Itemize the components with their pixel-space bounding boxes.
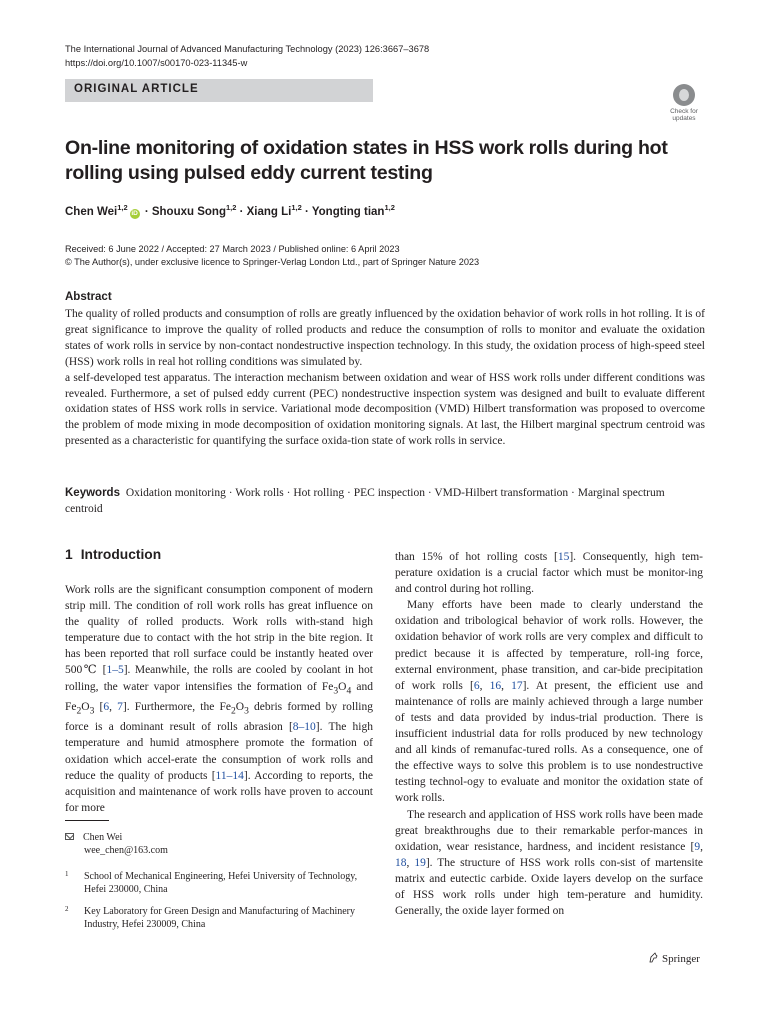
- journal-header: [65, 42, 429, 70]
- check-updates-line1: Check for: [670, 108, 698, 115]
- springer-horse-icon: [648, 952, 659, 963]
- author-list: Chen Wei$^{1,2}$iD · Shouxu Song$^{1,2}$ · Xiang Li$^{1,2}$ · Yongting tian$^{1,2}$: [65, 203, 395, 218]
- abstract-heading: Abstract: [65, 291, 112, 303]
- check-updates-icon: [673, 84, 695, 106]
- author-name[interactable]: Chen Wei: [65, 205, 118, 218]
- author-name[interactable]: Yongting tian: [311, 205, 385, 218]
- affiliation-2: [65, 905, 364, 931]
- publication-dates: [65, 243, 479, 268]
- publisher-logo: [648, 952, 700, 965]
- affiliation-1: [65, 870, 364, 896]
- keywords: [65, 485, 705, 517]
- author-affiliation: 1,2: [384, 203, 395, 212]
- footnote-divider: [65, 820, 109, 821]
- author-name[interactable]: Shouxu Song: [151, 205, 226, 218]
- corresponding-author: [65, 831, 168, 857]
- author-name[interactable]: Xiang Li: [246, 205, 292, 218]
- author-affiliation: 1,2: [225, 203, 237, 212]
- copyright-line: © The Author(s), under exclusive licence to Springer-Verlag London Ltd., part of Springer Nature 2023: [65, 256, 480, 267]
- citation-link[interactable]: 16: [489, 679, 502, 692]
- author-affiliation: 1,2: [117, 203, 128, 212]
- article-type-label: ORIGINAL ARTICLE: [74, 83, 199, 95]
- article-type-banner: [65, 79, 373, 102]
- abstract-body: [65, 307, 705, 450]
- citation-link[interactable]: 11–14: [215, 769, 244, 782]
- author-affiliation: 1,2: [291, 203, 302, 212]
- envelope-icon: [65, 833, 74, 840]
- journal-citation: The International Journal of Advanced Manufacturing Technology (2023) 126:3667–3678: [65, 44, 430, 54]
- citation-link[interactable]: 17: [511, 679, 523, 692]
- body-paragraph: The research and application of HSS work rolls have been made great breakthroughs due to their remarkable perfor-mances in oxidation, wear resistance, hardness, and incident resistance [9, 18, 19]. The structure of HSS work rolls con-sist of martensite matrix and eutectic carbide. Oxide layers develop on the surface of HSS work rolls under high tem-perature and humidity. Generally, the oxide layer formed on: [395, 808, 703, 918]
- right-column: [395, 549, 703, 919]
- affiliation-text: School of Mechanical Engineering, Hefei University of Technology, Hefei 230000, China: [84, 871, 358, 895]
- check-for-updates-badge[interactable]: [664, 84, 704, 126]
- doi-link[interactable]: https://doi.org/10.1007/s00170-023-11345-w: [65, 58, 248, 68]
- section-title: Introduction: [80, 547, 162, 562]
- published-online: / Published online: 6 April 2023: [270, 244, 400, 254]
- citation-link[interactable]: 6: [103, 700, 110, 713]
- left-column: [65, 582, 373, 816]
- affiliation-text: Key Laboratory for Green Design and Manufacturing of Machinery Industry, Hefei 230009, China: [84, 906, 356, 930]
- affiliation-number: 2: [65, 905, 69, 913]
- abstract-paragraph: The quality of rolled products and consumption of rolls are greatly influenced by the oxidation behavior of work rolls in hot rolling. It is of great significance to improve the quality of rolled products and reduce the consumption of rolls to monitor and evaluate the oxidation states of work rolls in service by non-contact nondestructive inspection technology. In this study, the oxidation process of high-speed steel (HSS) work rolls in real hot rolling conditions was simulated by.: [65, 308, 705, 368]
- keywords-list: Oxidation monitoring · Work rolls · Hot rolling · PEC inspection · VMD-Hilbert transformation · Marginal spectrum centroid: [65, 487, 665, 515]
- check-updates-line2: updates: [672, 115, 696, 122]
- citation-link[interactable]: 7: [117, 700, 123, 713]
- citation-link[interactable]: 19: [414, 856, 426, 869]
- abstract-paragraph: a self-developed test apparatus. The interaction mechanism between oxidation and wear of HSS work rolls under different conditions was revealed. Furthermore, a set of pulsed eddy current (PEC) nondestructive inspection system was designed and built to evaluate different oxidation states of HSS work rolls in service. Variational mode decomposition (VMD) Hilbert transformation was proposed to overcome the problem of mode mixing in mode decomposition of oxidation monitoring signals. At last, the Hilbert marginal spectrum centroid was presented as a characteristic for quantifying the surface oxida-tion state of work rolls in service.: [65, 371, 705, 448]
- contact-email[interactable]: wee_chen@163.com: [84, 845, 168, 856]
- paper-title: On-line monitoring of oxidation states in HSS work rolls during hot rolling using pulsed eddy current testing: [65, 137, 668, 184]
- citation-link[interactable]: 1–5: [106, 664, 124, 677]
- received-accepted: Received: 6 June 2022 / Accepted: 27 March 2023: [65, 244, 271, 254]
- citation-link[interactable]: 6: [473, 679, 480, 692]
- affiliation-number: 1: [65, 870, 69, 878]
- citation-link[interactable]: 9: [694, 840, 701, 853]
- contact-name: Chen Wei: [83, 832, 123, 843]
- body-paragraph: Many efforts have been made to clearly understand the oxidation and tribological behavior of work rolls. However, the oxidation behavior of work rolls are very complex and difficult to predict because it is affected by temperature, roll-ing force, external environment, phase transition, and car-bide precipitation of work rolls [6, 16, 17]. At present, the efficient use and maintenance of rolls are mainly achieved through a large number of tests and data provided by indus-trial production. There is insufficient industrial data for rolls produced by new technology and all kinds of remanufac-tured rolls. As a consequence, one of the effective ways to solve this problem is to use nondestructive testing technol-ogy to evaluate and monitor the oxidation state of work rolls.: [395, 599, 704, 805]
- section-number: 1: [65, 547, 73, 562]
- body-paragraph: than 15% of hot rolling costs [15]. Consequently, high tem-perature oxidation is a crucial factor which must be monitor-ing and control during hot rolling.: [395, 551, 703, 596]
- keywords-label: Keywords: [65, 487, 120, 499]
- body-paragraph: Work rolls are the significant consumption component of modern strip mill. The condition of roll work rolls has great influence on the quality of rolled products. Work rolls with-stand high temperature due to contact with the hot strip in the bite region. It has been reported that roll surface could be instantly heated over 500℃ [1–5]. Meanwhile, the rolls are cooled by coolant in hot rolling, the water vapor intensifies the formation of $Fe_3O_4$ and $Fe_2O_3$ [6, 7]. Furthermore, the $Fe_2O_3$ debris formed by rolling force is a dominant result of rolls abrasion [8–10]. The high temperature and humid atmosphere promote the formation of oxidation which accel-erate the consumption of work rolls and reduce the quality of products [11–14]. According to reports, the acquisition and maintenance of work rolls have proven to account for more: [65, 584, 373, 814]
- citation-link[interactable]: 8–10: [292, 721, 316, 734]
- citation-link[interactable]: 15: [557, 551, 570, 563]
- section-heading: [65, 547, 169, 562]
- orcid-icon[interactable]: iD: [131, 209, 138, 217]
- citation-link[interactable]: 18: [395, 856, 407, 869]
- publisher-name: Springer: [662, 953, 700, 965]
